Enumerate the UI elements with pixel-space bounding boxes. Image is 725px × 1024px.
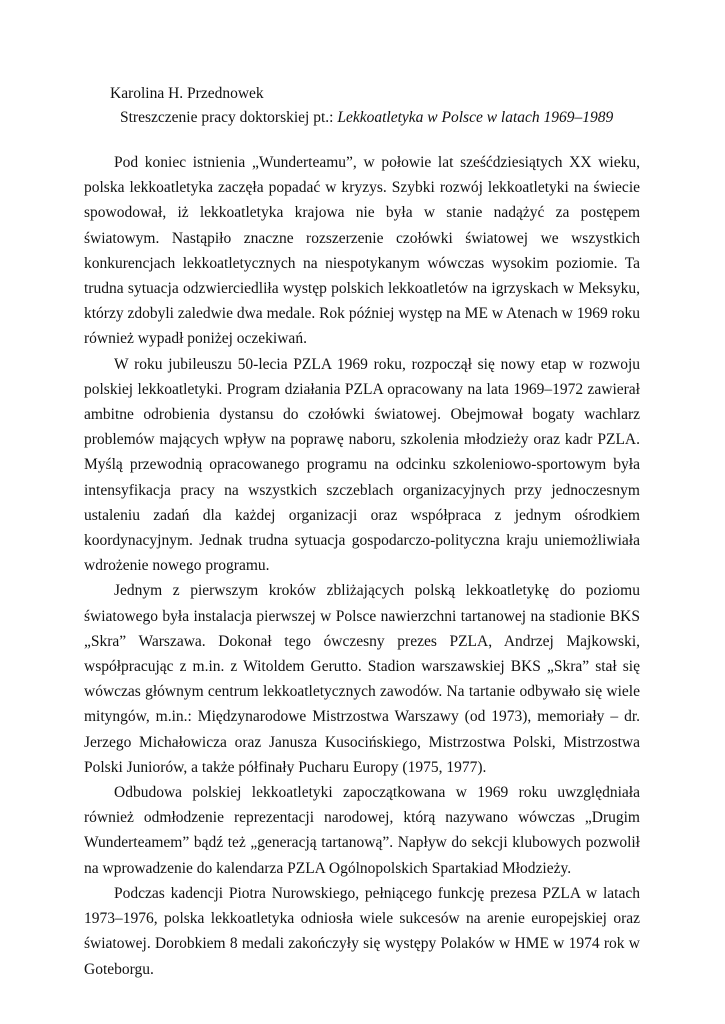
author-name: Karolina H. Przednowek: [110, 85, 264, 102]
document-body: [84, 150, 640, 982]
paragraph: Pod koniec istnienia „Wunderteamu”, w połowie lat sześćdziesiątych XX wieku, polska lekkoatletyka zaczęła popadać w kryzys. Szybki rozwój lekkoatletyki na świecie spowodował, iż lekkoatletyka krajowa nie była w stanie nadążyć za postępem światowym. Nastąpiło znaczne rozszerzenie czołówki światowej we wszystkich konkurencjach lekkoatletycznych na niespotykanym wówczas wysokim poziomie. Ta trudna sytuacja odzwierciedliła występ polskich lekkoatletów na igrzyskach w Meksyku, którzy zdobyli zaledwie dwa medale. Rok później występ na ME w Atenach w 1969 roku również wypadł poniżej oczekiwań.: [84, 154, 640, 348]
paragraph: Jednym z pierwszym kroków zbliżających polską lekkoatletykę do poziomu światowego była instalacja pierwszej w Polsce nawierzchni tartanowej na stadionie BKS „Skra” Warszawa. Dokonał tego ówczesny prezes PZLA, Andrzej Majkowski, współpracując z m.in. z Witoldem Gerutto. Stadion warszawskiej BKS „Skra” stał się wówczas głównym centrum lekkoatletycznych zawodów. Na tartanie odbywało się wiele mityngów, m.in.: Międzynarodowe Mistrzostwa Warszawy (od 1973), memoriały – dr. Jerzego Michałowicza oraz Janusza Kusocińskiego, Mistrzostwa Polski, Mistrzostwa Polski Juniorów, a także półfinały Pucharu Europy (1975, 1977).: [84, 582, 640, 776]
paragraph: W roku jubileuszu 50-lecia PZLA 1969 roku, rozpoczął się nowy etap w rozwoju polskiej lekkoatletyki. Program działania PZLA opracowany na lata 1969–1972 zawierał ambitne odrobienia dystansu do czołówki światowej. Obejmował bogaty wachlarz problemów mających wpływ na poprawę naboru, szkolenia młodzieży oraz kadr PZLA. Myślą przewodnią opracowanego programu na odcinku szkoleniowo-sportowym była intensyfikacja pracy na wszystkich szczeblach organizacyjnych przy jednoczesnym ustaleniu zadań dla każdej organizacji oraz współpraca z jednym ośrodkiem koordynacyjnym. Jednak trudna sytuacja gospodarczo-polityczna kraju uniemożliwiała wdrożenie nowego programu.: [84, 355, 640, 575]
document-title: [120, 108, 613, 128]
paragraph: Podczas kadencji Piotra Nurowskiego, pełniącego funkcję prezesa PZLA w latach 1973–1976, polska lekkoatletyka odniosła wiele sukcesów na arenie europejskiej oraz światowej. Dorobkiem 8 medali zakończyły się występy Polaków w HME w 1974 rok w Goteborgu.: [84, 884, 640, 978]
title-prefix: Streszczenie pracy doktorskiej pt.:: [120, 109, 338, 126]
paragraph: Odbudowa polskiej lekkoatletyki zapoczątkowana w 1969 roku uwzględniała również odmłodzenie reprezentacji narodowej, którą nazywano wówczas „Drugim Wunderteamem” bądź też „generacją tartanową”. Napływ do sekcji klubowych pozwolił na wprowadzenie do kalendarza PZLA Ogólnopolskich Spartakiad Młodzieży.: [84, 784, 640, 877]
title-italic: Lekkoatletyka w Polsce w latach 1969–1989: [337, 109, 614, 126]
